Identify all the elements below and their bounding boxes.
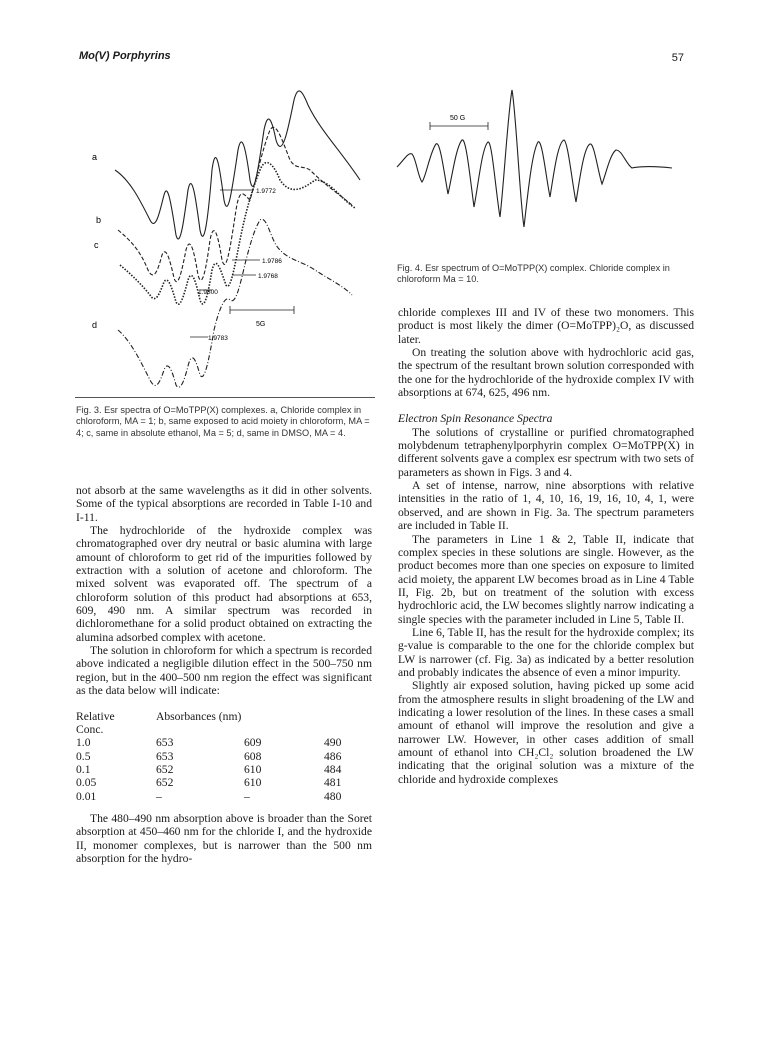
left-text-column (76, 484, 372, 865)
table-cell: 0.01 (76, 789, 97, 803)
paragraph: A set of intense, narrow, nine absorptions with relative intensities in the ratio of 1, 4, 10, 16, 19, 16, 10, 4, 1, were observed, and are shown in Fig. 3a. The spectrum parameters are included in Table II. (398, 479, 694, 533)
curve-d (118, 219, 352, 387)
paragraph: The 480–490 nm absorption above is broader than the Soret absorption at 450–460 nm for the chloride I, and the hydroxide II, monomer complexes, but is narrower than the 500 nm absorption for the hydro- (76, 811, 372, 865)
g-value-label: 1.9800 (198, 289, 218, 296)
curve-b (118, 127, 352, 281)
table-cell: 652 (156, 776, 174, 790)
figure-3-caption: Fig. 3. Esr spectra of O=MoTPP(X) complexes. a, Chloride complex in chloroform, MA = 1; b, same exposed to acid moiety in chloroform, MA = 4; c, same in absolute ethanol, Ma = 5; d, same in DMSO, MA = 4. (76, 405, 370, 438)
g-value-label: 1.9786 (262, 258, 282, 265)
curve-label-b: b (96, 215, 102, 225)
table-cell: 0.5 (76, 749, 91, 763)
figure-4-caption: Fig. 4. Esr spectrum of O=MoTPP(X) complex. Chloride complex in chloroform Ma = 10. (397, 263, 670, 285)
scale-bar-label: 50 G (450, 115, 466, 122)
paragraph: Slightly air exposed solution, having picked up some acid from the atmosphere results in slight broadening of the LW and indicating a lower resolution of the lines. In these cases a small amount of ethanol will improve the resolution and give a narrower LW. However, in other cases addition of small amount of ethanol into CH₂Cl₂ solution broadened the LW indicating that the original solution was a mixture of the chloride and hydroxide complexes (398, 679, 694, 786)
table-cell: 610 (244, 776, 262, 790)
table-row (76, 763, 376, 776)
paragraph: On treating the solution above with hydrochloric acid gas, the spectrum of the resultant brown solution corresponded with the one for the hydrochloride of the hydroxide complex IV with absorptions at 674, 625, 496 nm. (398, 346, 694, 400)
running-head: Mo(V) Porphyrins (79, 50, 171, 62)
curve-label-c: c (94, 240, 99, 250)
table-header-row (76, 723, 376, 736)
figure-4-esr-spectrum (392, 82, 692, 262)
table-header: Relative (76, 709, 115, 723)
right-text-column (398, 306, 694, 786)
curve-label-d: d (92, 320, 98, 330)
table-cell: 490 (324, 736, 342, 750)
paragraph: The hydrochloride of the hydroxide complex was chromatographed over dry neutral or basic alumina with large amount of chloroform to get rid of the impurities followed by extraction with a solution of acetone and chloroform. The mixed solvent was evaporated off. The spectrum of a chloroform solution of this product had absorptions at 653, 609, 490 nm. A similar spectrum was recorded in dichloromethane for a solid product obtained on extracting the alumina adsorbed complex with acetone. (76, 524, 372, 644)
table-header-row (76, 710, 376, 723)
table-cell: 481 (324, 776, 342, 790)
table-cell: 0.05 (76, 776, 97, 790)
table-cell: – (244, 789, 250, 803)
table-cell: – (156, 789, 162, 803)
table-cell: 486 (324, 749, 342, 763)
table-row (76, 750, 376, 763)
figure-3-esr-spectra (80, 70, 380, 400)
table-cell: 652 (156, 762, 174, 776)
absorbance-table (76, 710, 376, 803)
paragraph: chloride complexes III and IV of these two monomers. This product is most likely the dimer (O=MoTPP)₂O, as discussed later. (398, 306, 694, 346)
table-cell: 480 (324, 789, 342, 803)
curve-label-a: a (92, 152, 98, 162)
g-value-label: 1.9783 (208, 335, 228, 342)
table-cell: 653 (156, 749, 174, 763)
table-cell: 608 (244, 749, 262, 763)
spectrum-trace (397, 90, 672, 227)
paragraph: Line 6, Table II, has the result for the hydroxide complex; its g-value is comparable to the one for the chloride complex but LW is narrower (cf. Fig. 3a) as indicated by a better resolution and probably indicates the absence of even a minor impurity. (398, 625, 694, 679)
table-cell: 0.1 (76, 762, 91, 776)
table-row (76, 790, 376, 803)
table-cell: 610 (244, 762, 262, 776)
table-cell: 653 (156, 736, 174, 750)
paragraph: The solution in chloroform for which a spectrum is recorded above indicated a negligible dilution effect in the 500–750 nm region, but in the 400–500 nm region the effect was significant as the data below will indicate: (76, 644, 372, 698)
table-row (76, 776, 376, 789)
table-cell: 1.0 (76, 736, 91, 750)
table-cell: 609 (244, 736, 262, 750)
section-heading: Electron Spin Resonance Spectra (398, 412, 553, 426)
g-value-label: 1.9772 (256, 188, 276, 195)
g-value-label: 1.9768 (258, 273, 278, 280)
paragraph: not absorb at the same wavelengths as it did in other solvents. Some of the typical absorptions are recorded in Table I-10 and I-11. (76, 484, 372, 524)
table-header: Conc. (76, 722, 104, 736)
table-row (76, 736, 376, 749)
page-number: 57 (671, 52, 684, 64)
scale-bar-label: 5G (256, 321, 266, 328)
figure-baseline-rule (75, 397, 375, 398)
curve-a (115, 91, 360, 239)
paragraph: The parameters in Line 1 & 2, Table II, indicate that complex species in these solutions are single. However, as the product becomes more than one species on exposure to limited acid moiety, the apparent LW becomes broad as in Line 4 Table II, Fig. 2b, but on treatment of the solution with excess hydrochloric acid, the LW becomes slightly narrow indicating a single species with the parameter included in Line 5, Table II. (398, 532, 694, 626)
table-cell: 484 (324, 762, 342, 776)
table-header: Absorbances (nm) (156, 709, 242, 723)
curve-c (120, 163, 355, 305)
paragraph: The solutions of crystalline or purified chromatographed molybdenum tetraphenylporphyrin complex O=MoTPP(X) in different solvents gave a complex esr spectrum with two sets of parameters as shown in Figs. 3 and 4. (398, 425, 694, 479)
